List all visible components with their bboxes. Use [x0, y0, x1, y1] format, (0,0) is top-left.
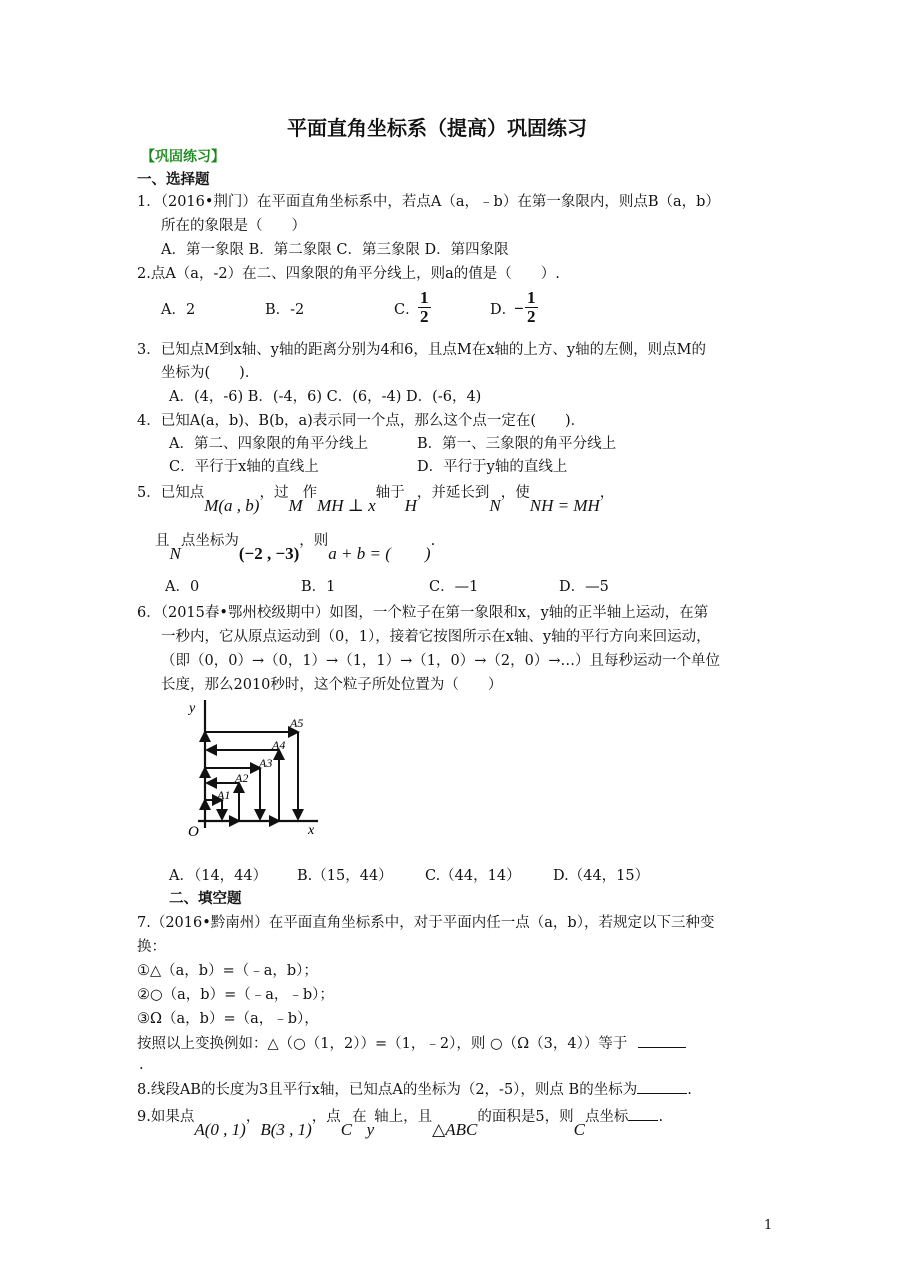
x-axis-label: x — [308, 823, 315, 838]
q2-stem: 2.点A（a，-2）在二、四象限的角平分线上，则a的值是（ ）. — [137, 266, 560, 282]
q9-m3: C — [340, 1120, 353, 1139]
q5-t7: ， — [599, 485, 615, 501]
section-fill: 二、填空题 — [169, 891, 242, 907]
q5-line2 — [155, 530, 436, 563]
page-title: 平面直角坐标系（提高）巩固练习 — [287, 116, 587, 140]
q1-line2: 所在的象限是（ ） — [161, 218, 306, 234]
section-choice: 一、选择题 — [137, 172, 210, 188]
q6-option-a: A．（14，44） — [169, 868, 268, 884]
q5-t1: 5．已知点 — [137, 485, 205, 501]
q9-t1: 9.如果点 — [137, 1109, 195, 1125]
label-a5: A5 — [290, 716, 304, 730]
q5-m9: a + b = ( ) — [328, 544, 431, 563]
q5-t3: 作 — [302, 485, 318, 501]
q8-stem: 8.线段AB的长度为3且平行x轴，已知点A的坐标为（2，-5），则点 B的坐标为 — [137, 1082, 638, 1098]
q9-t7: 点坐标 — [584, 1109, 629, 1125]
q2-d-minus: − — [514, 299, 524, 318]
label-a1: A1 — [217, 788, 231, 802]
q8-end: . — [687, 1082, 692, 1098]
q6-line4: 长度，那么2010秒时，这个粒子所处位置为（ ） — [161, 677, 503, 693]
q3-options: A．(4，-6) B．(-4，6) C．(6，-4) D．(-6，4) — [169, 389, 482, 405]
q2-d-num: 1 — [527, 288, 536, 307]
label-a2: A2 — [235, 771, 249, 785]
q1-line1: 1．（2016•荆门）在平面直角坐标系中，若点A（a，﹣b）在第一象限内，则点B（a，b） — [137, 194, 720, 210]
q1-options: A．第一象限 B．第二象限 C．第三象限 D．第四象限 — [161, 242, 509, 258]
q9-m1: A(0 , 1) — [194, 1120, 246, 1139]
q6-line3: （即（0，0）→（0，1）→（1，1）→（1，0）→（2，0）→…）且每秒运动一个单位 — [161, 653, 720, 669]
particle-path-figure — [182, 696, 332, 841]
q9-t6: 的面积是5，则 — [477, 1109, 574, 1125]
q5-t2: ，过 — [259, 485, 289, 501]
q8-line — [137, 1079, 692, 1100]
q7-rule1: ①△（a，b）=（﹣a，b）； — [137, 963, 318, 979]
q2-d-label: D． — [490, 302, 517, 318]
q5-line1 — [137, 482, 615, 515]
q7-rule3: ③Ω（a，b）=（a，﹣b）， — [137, 1011, 319, 1027]
q9-line — [137, 1106, 664, 1139]
q2-option-d — [490, 300, 516, 320]
q5-t6: ，使 — [500, 485, 530, 501]
q4-option-c: C．平行于x轴的直线上 — [169, 459, 319, 475]
q4-option-b: B．第一、三象限的角平分线上 — [417, 436, 617, 452]
y-axis-label: y — [189, 701, 196, 716]
q2-option-a: A．2 — [161, 302, 196, 318]
q7-example — [137, 1033, 686, 1054]
q5-m3: MH ⊥ x — [317, 496, 376, 515]
q3-line2: 坐标为( )． — [161, 365, 260, 381]
q4-option-d: D．平行于y轴的直线上 — [417, 459, 568, 475]
q9-m2: B(3 , 1) — [260, 1120, 312, 1139]
q2-d-den: 2 — [527, 307, 536, 326]
q2-c-den: 2 — [420, 307, 429, 326]
q7-rule2: ②○（a，b）=（﹣a，﹣b）； — [137, 987, 334, 1003]
q9-answer-blank[interactable] — [628, 1106, 658, 1121]
q7-answer-blank[interactable] — [638, 1033, 686, 1048]
exercise-tag: 【巩固练习】 — [141, 149, 225, 165]
q2-option-b: B．-2 — [265, 302, 305, 318]
q5-m6: NH = MH — [529, 496, 600, 515]
q7-line2: 换： — [137, 939, 166, 955]
q5-u3: ，则 — [299, 533, 329, 549]
q5-m4: H — [404, 496, 417, 515]
q2-c-label: C． — [394, 302, 420, 318]
q9-end: . — [658, 1109, 664, 1125]
q5-option-b: B．1 — [301, 579, 336, 595]
q9-m4: y — [366, 1120, 375, 1139]
q5-u2: 点坐标为 — [180, 533, 239, 549]
q6-option-c: C.（44，14） — [425, 868, 521, 884]
q5-option-a: A．0 — [165, 579, 200, 595]
q7-dot: . — [139, 1057, 144, 1073]
page-number: 1 — [764, 1218, 773, 1233]
q5-u4: . — [430, 533, 436, 549]
q9-m5: △ABC — [432, 1120, 478, 1139]
q9-m6: C — [573, 1120, 585, 1139]
label-a3: A3 — [259, 756, 273, 770]
q8-answer-blank[interactable] — [637, 1079, 687, 1094]
q5-t5: ，并延长到 — [416, 485, 490, 501]
q3-line1: 3．已知点M到x轴、y轴的距离分别为4和6，且点M在x轴的上方、y轴的左侧，则点M的 — [137, 342, 706, 358]
q4-option-a: A．第二、四象限的角平分线上 — [169, 436, 368, 452]
label-a4: A4 — [272, 738, 286, 752]
q9-t2: ， — [245, 1109, 261, 1125]
q2-d-fraction — [525, 289, 538, 326]
origin-label: O — [188, 824, 199, 840]
q5-m5: N — [489, 496, 501, 515]
q6-option-b: B.（15，44） — [297, 868, 393, 884]
q9-t3: ，点 — [311, 1109, 341, 1125]
q4-stem: 4．已知A(a，b)、B(b，a)表示同一个点，那么这个点一定在( )． — [137, 413, 586, 429]
q7-example-text: 按照以上变换例如：△（○（1，2））=（1，﹣2），则 ○（Ω（3，4））等于 — [137, 1036, 628, 1052]
q5-m8: (−2 , −3) — [238, 544, 300, 563]
q5-m2: M — [288, 496, 303, 515]
q2-c-num: 1 — [420, 288, 429, 307]
q2-option-c — [394, 300, 420, 320]
q9-t5: 轴上，且 — [374, 1109, 433, 1125]
q5-m1: M(a , b) — [204, 496, 260, 515]
q6-line1: 6．（2015春•鄂州校级期中）如图，一个粒子在第一象限和x，y轴的正半轴上运动，在第 — [137, 605, 709, 621]
q5-option-c: C．—1 — [429, 579, 479, 595]
q6-line2: 一秒内，它从原点运动到（0，1），接着它按图所示在x轴、y轴的平行方向来回运动， — [161, 629, 711, 645]
q9-t4: 在 — [352, 1109, 367, 1125]
q5-u1: 且 — [155, 533, 170, 549]
q6-option-d: D.（44，15） — [553, 868, 650, 884]
q5-t4: 轴于 — [375, 485, 405, 501]
q7-line1: 7.（2016•黔南州）在平面直角坐标系中，对于平面内任一点（a，b），若规定以下三种变 — [137, 915, 715, 931]
q5-m7: N — [169, 544, 181, 563]
q5-option-d: D．—5 — [559, 579, 609, 595]
q2-c-fraction — [418, 289, 431, 326]
